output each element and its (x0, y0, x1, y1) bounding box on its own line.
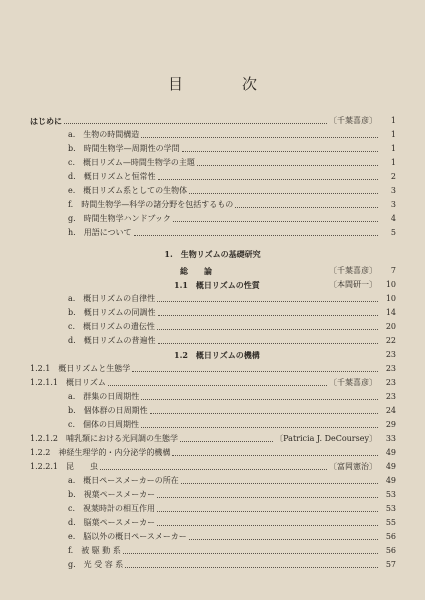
toc-entry[interactable] (30, 376, 396, 388)
toc-entry-author: 〔本間研一〕 (329, 280, 377, 289)
dot-leader (141, 137, 378, 138)
toc-entry-page: 57 (385, 560, 396, 569)
dot-leader (182, 151, 378, 152)
dot-leader (157, 329, 378, 330)
toc-entry[interactable] (68, 142, 396, 154)
toc-entry[interactable] (68, 184, 396, 196)
toc-entry-label: a. 概日ペースメーカーの所在 (68, 476, 179, 485)
toc-entry-page: 24 (385, 406, 396, 415)
dot-leader (235, 207, 378, 208)
toc-entry-label: g. 時間生物学ハンドブック (68, 214, 171, 223)
toc-entry[interactable] (30, 446, 396, 458)
toc-entry-label: 1.2.2.1 昆 虫 (30, 462, 98, 471)
toc-entry[interactable] (68, 488, 396, 500)
toc-entry-label: 1.2.2 神経生理学的・内分泌学的機構 (30, 448, 171, 457)
dot-leader (181, 483, 378, 484)
toc-entry-label: d. 概日リズムと恒常性 (68, 172, 156, 181)
toc-entry[interactable] (30, 362, 396, 374)
dot-leader (150, 413, 378, 414)
toc-entry-page: 3 (390, 200, 396, 209)
dot-leader (172, 455, 378, 456)
toc-entry-label: a. 群集の日周期性 (68, 392, 140, 401)
toc-entry-label: c. 概日リズム—時間生物学の主題 (68, 158, 195, 167)
toc-entry[interactable] (68, 226, 396, 238)
toc-entry[interactable] (68, 502, 396, 514)
toc-entry[interactable] (68, 212, 396, 224)
toc-entry-label: c. 視葉時計の相互作用 (68, 504, 156, 513)
dot-leader (197, 165, 378, 166)
toc-entry-label: f. 被 駆 動 系 (68, 546, 121, 555)
toc-entry-page: 10 (385, 280, 396, 289)
toc-entry-label: d. 脳葉ペースメーカー (68, 518, 156, 527)
toc-entry-page: 2 (390, 172, 396, 181)
toc-entry[interactable] (68, 558, 396, 570)
dot-leader (100, 469, 327, 470)
toc-entry[interactable] (68, 170, 396, 182)
dot-leader (189, 539, 378, 540)
toc-section-1-2[interactable] (174, 348, 396, 360)
dot-leader (158, 179, 378, 180)
toc-entry-label: 総 論 (180, 266, 212, 276)
toc-entry-page: 29 (385, 420, 396, 429)
toc-entry-page: 23 (385, 378, 396, 387)
toc-entry[interactable] (68, 474, 396, 486)
toc-entry-page: 5 (390, 228, 396, 237)
toc-entry-page: 22 (385, 336, 396, 345)
chapter-heading: 1. 生物リズムの基礎研究 (164, 249, 261, 259)
toc-entry-page: 56 (385, 532, 396, 541)
toc-entry-label: f. 時間生物学—科学の諸分野を包括するもの (68, 200, 234, 209)
toc-entry-label: d. 概日リズムの普遍性 (68, 336, 156, 345)
dot-leader (157, 525, 378, 526)
toc-entry[interactable] (68, 292, 396, 304)
dot-leader (64, 123, 327, 124)
toc-entry[interactable] (68, 320, 396, 332)
toc-entry-page: 1 (390, 144, 396, 153)
dot-leader (157, 497, 378, 498)
toc-entry-page: 53 (385, 504, 396, 513)
toc-entry-label: b. 概日リズムの同調性 (68, 308, 156, 317)
toc-entry-author: 〔富岡憲治〕 (329, 462, 377, 471)
toc-entry[interactable] (68, 418, 396, 430)
toc-entry[interactable] (30, 460, 396, 472)
toc-entry-author: 〔千葉喜彦〕 (329, 266, 377, 275)
toc-entry[interactable] (68, 530, 396, 542)
toc-entry-author: 〔Patricia J. DeCoursey〕 (275, 434, 377, 443)
toc-entry-label: 1.2.1.2 哺乳類における光同調の生態学 (30, 434, 178, 443)
dot-leader (189, 193, 378, 194)
toc-entry-label: b. 視葉ペースメーカー (68, 490, 156, 499)
dot-leader (125, 567, 378, 568)
dot-leader (158, 343, 378, 344)
toc-entry-page: 33 (385, 434, 396, 443)
toc-entry-label: e. 脳以外の概日ペースメーカー (68, 532, 187, 541)
toc-entry-label: c. 概日リズムの遺伝性 (68, 322, 155, 331)
toc-entry-page: 23 (385, 392, 396, 401)
toc-section-1-1[interactable] (174, 278, 396, 290)
toc-entry[interactable] (68, 198, 396, 210)
dot-leader (141, 399, 378, 400)
dot-leader (132, 371, 378, 372)
toc-entry-label: h. 用語について (68, 228, 132, 237)
toc-entry-page: 4 (390, 214, 396, 223)
toc-entry-page: 10 (385, 294, 396, 303)
toc-entry-page: 1 (390, 116, 396, 125)
toc-entry-page: 55 (385, 518, 396, 527)
toc-entry-label: c. 個体の日周期性 (68, 420, 140, 429)
toc-entry-overview[interactable] (180, 264, 396, 276)
toc-entry[interactable] (68, 544, 396, 556)
toc-entry-label: 1.1 概日リズムの性質 (174, 280, 260, 290)
toc-entry-label: はじめに (30, 116, 62, 126)
toc-entry-page: 56 (385, 546, 396, 555)
dot-leader (173, 221, 378, 222)
toc-entry-author: 〔千葉喜彦〕 (329, 116, 377, 125)
dot-leader (134, 235, 378, 236)
toc-entry-page: 23 (385, 350, 396, 359)
toc-entry-author: 〔千葉喜彦〕 (329, 378, 377, 387)
toc-entry-page: 20 (385, 322, 396, 331)
dot-leader (158, 315, 378, 316)
toc-entry-label: 1.2 概日リズムの機構 (174, 350, 260, 360)
toc-entry-label: 1.2.1.1 概日リズム (30, 378, 106, 387)
toc-entry[interactable] (68, 306, 396, 318)
dot-leader (141, 427, 378, 428)
toc-entry-page: 1 (390, 158, 396, 167)
dot-leader (180, 441, 273, 442)
toc-entry-label: 1.2.1 概日リズムと生態学 (30, 364, 131, 373)
toc-entry-page: 23 (385, 364, 396, 373)
toc-entry[interactable] (68, 516, 396, 528)
toc-entry-page: 3 (390, 186, 396, 195)
toc-entry-page: 14 (385, 308, 396, 317)
toc-entry-page: 49 (385, 476, 396, 485)
toc-entry-label: e. 概日リズム系としての生物体 (68, 186, 188, 195)
toc-entry-label: g. 光 受 容 系 (68, 560, 124, 569)
toc-entry[interactable] (68, 390, 396, 402)
toc-entry-page: 7 (390, 266, 396, 275)
toc-entry-intro[interactable] (30, 114, 396, 126)
dot-leader (157, 301, 378, 302)
toc-entry[interactable] (30, 432, 396, 444)
toc-entry-label: a. 概日リズムの自律性 (68, 294, 156, 303)
dot-leader (157, 511, 378, 512)
dot-leader (108, 385, 327, 386)
dot-leader (123, 553, 378, 554)
toc-entry[interactable] (68, 156, 396, 168)
toc-entry-label: a. 生物の時間構造 (68, 130, 140, 139)
toc-entry-label: b. 時間生物学—周期性の学問 (68, 144, 180, 153)
page-title: 目 次 (167, 75, 279, 93)
toc-entry-label: b. 個体群の日周期性 (68, 406, 148, 415)
toc-entry-page: 1 (390, 130, 396, 139)
toc-entry-page: 49 (385, 448, 396, 457)
toc-entry-page: 53 (385, 490, 396, 499)
toc-entry[interactable] (68, 404, 396, 416)
toc-entry-page: 49 (385, 462, 396, 471)
toc-entry[interactable] (68, 334, 396, 346)
toc-entry[interactable] (68, 128, 396, 140)
